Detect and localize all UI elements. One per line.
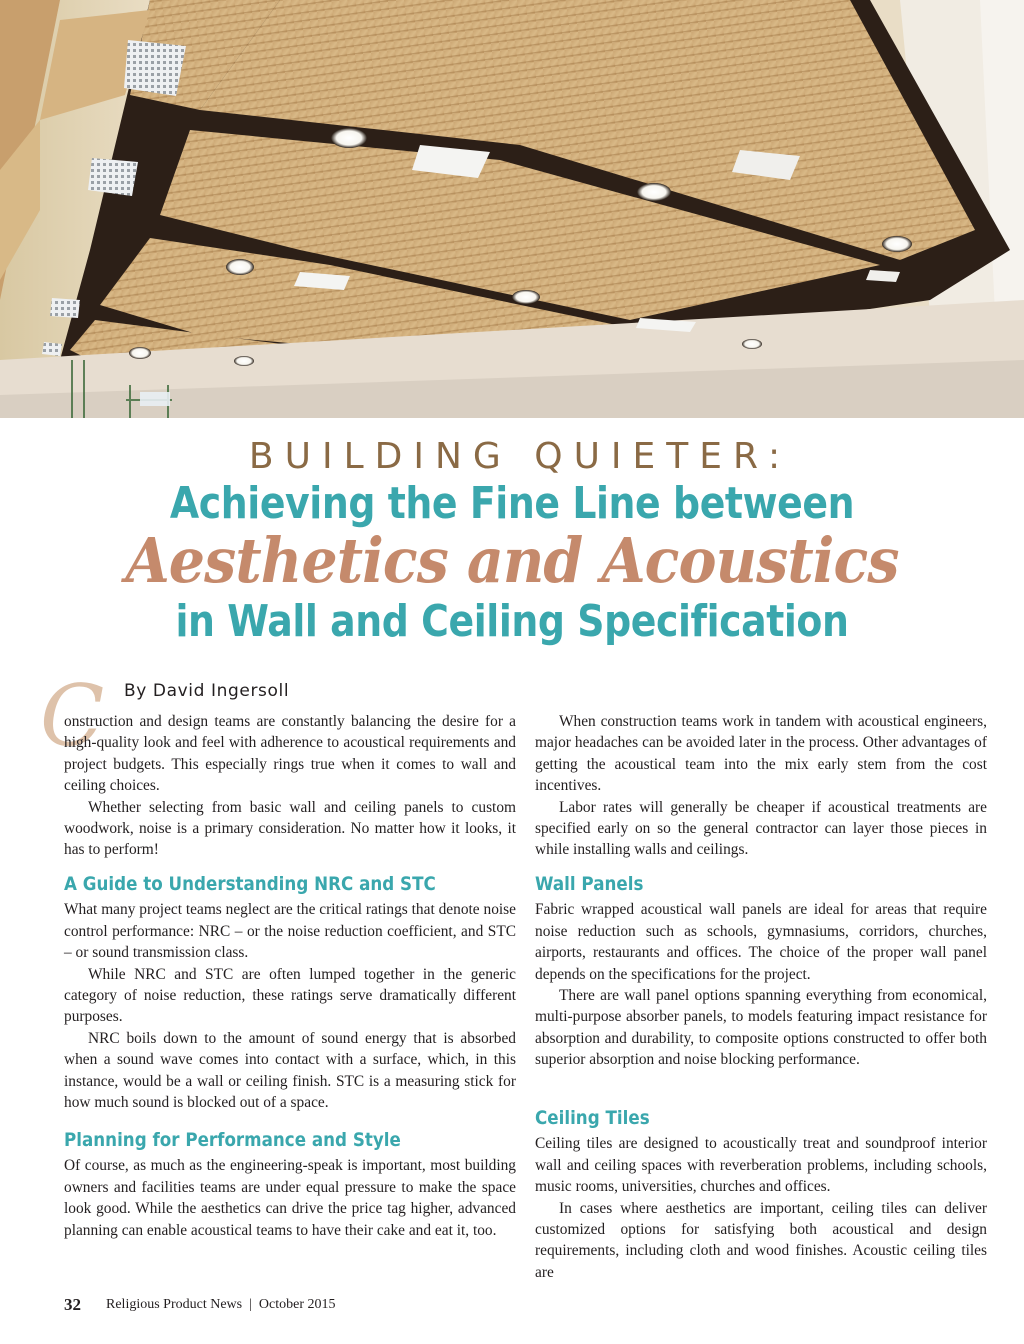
- paragraph: Of course, as much as the engineering-speak is important, most building owners and facilities teams are under equal pressure to make the space look good. While the aesthetics can drive the price tag higher, advanced planning can enable acoustical teams to have their cake and eat it, too.: [64, 1157, 516, 1239]
- right-section-ceiling-tiles: [535, 1108, 987, 1283]
- footer-publication: Religious Product News | October 2015: [106, 1297, 336, 1312]
- hero-photo: [0, 0, 1024, 418]
- paragraph: There are wall panel options spanning everything from economical, multi-purpose absorber panels, to models featuring impact resistance for absorption and durability, to composite options constructed to offer both superior absorption and noise blocking performance.: [535, 987, 987, 1069]
- paragraph: Ceiling tiles are designed to acoustically treat and soundproof interior wall and ceiling spaces with reverberation problems, including schools, music rooms, universities, churches and offices.: [535, 1135, 987, 1196]
- headline-script: Aesthetics and Acoustics: [125, 524, 899, 597]
- paragraph: In cases where aesthetics are important, ceiling tiles can deliver customized options for satisfying both acoustical and design requirements, including cloth and wood finishes. Acoustic ceiling tiles are: [535, 1199, 987, 1281]
- section-heading: Wall Panels: [535, 873, 644, 895]
- paragraph: onstruction and design teams are constantly balancing the desire for a high-quality look and feel with adherence to acoustical requirements and project budgets. This especially rings true when it comes to wall and ceiling choices.: [64, 713, 516, 795]
- left-column-intro: [64, 711, 516, 861]
- drop-cap: C: [40, 667, 105, 765]
- left-section-nrc: [64, 874, 516, 1113]
- headline-line-3: in Wall and Ceiling Specification: [175, 596, 849, 647]
- left-section-planning: [64, 1130, 516, 1241]
- paragraph: What many project teams neglect are the critical ratings that denote noise control performance: NRC – or the noise reduction coefficient, and STC – or sound transmission class.: [64, 901, 516, 962]
- page-number: 32: [64, 1295, 81, 1314]
- acoustic-ceiling-illustration: [0, 0, 1024, 418]
- paragraph: Fabric wrapped acoustical wall panels are ideal for areas that require noise reduction such as schools, gymnasiums, corridors, churches, airports, restaurants and offices. The choice of the proper wall panel depends on the specifications for the project.: [535, 901, 987, 983]
- paragraph: When construction teams work in tandem with acoustical engineers, major headaches can be avoided later in the process. Other advantages of getting the acoustical team into the mix early stem from the cost incentives.: [535, 713, 987, 795]
- right-column-intro: [535, 711, 987, 861]
- right-section-wall-panels: [535, 874, 987, 1071]
- kicker-title: BUILDING QUIETER:: [248, 436, 792, 477]
- paragraph: While NRC and STC are often lumped together in the generic category of noise reduction, these ratings serve dramatically different purposes.: [64, 965, 516, 1026]
- section-heading: Ceiling Tiles: [535, 1107, 650, 1129]
- paragraph: Labor rates will generally be cheaper if acoustical treatments are specified early on so the general contractor can layer those pieces in while installing walls and ceilings.: [535, 798, 987, 859]
- paragraph: Whether selecting from basic wall and ceiling panels to custom woodwork, noise is a primary consideration. No matter how it looks, it has to perform!: [64, 798, 516, 859]
- section-heading: A Guide to Understanding NRC and STC: [64, 873, 436, 895]
- paragraph: NRC boils down to the amount of sound energy that is absorbed when a sound wave comes into contact with a surface, which, in this instance, would be a wall or ceiling finish. STC is a measuring stick for how much sound is blocked out of a space.: [64, 1029, 516, 1112]
- section-heading: Planning for Performance and Style: [64, 1129, 401, 1151]
- headline-line-1: Achieving the Fine Line between: [169, 478, 855, 529]
- byline: By David Ingersoll: [124, 681, 290, 701]
